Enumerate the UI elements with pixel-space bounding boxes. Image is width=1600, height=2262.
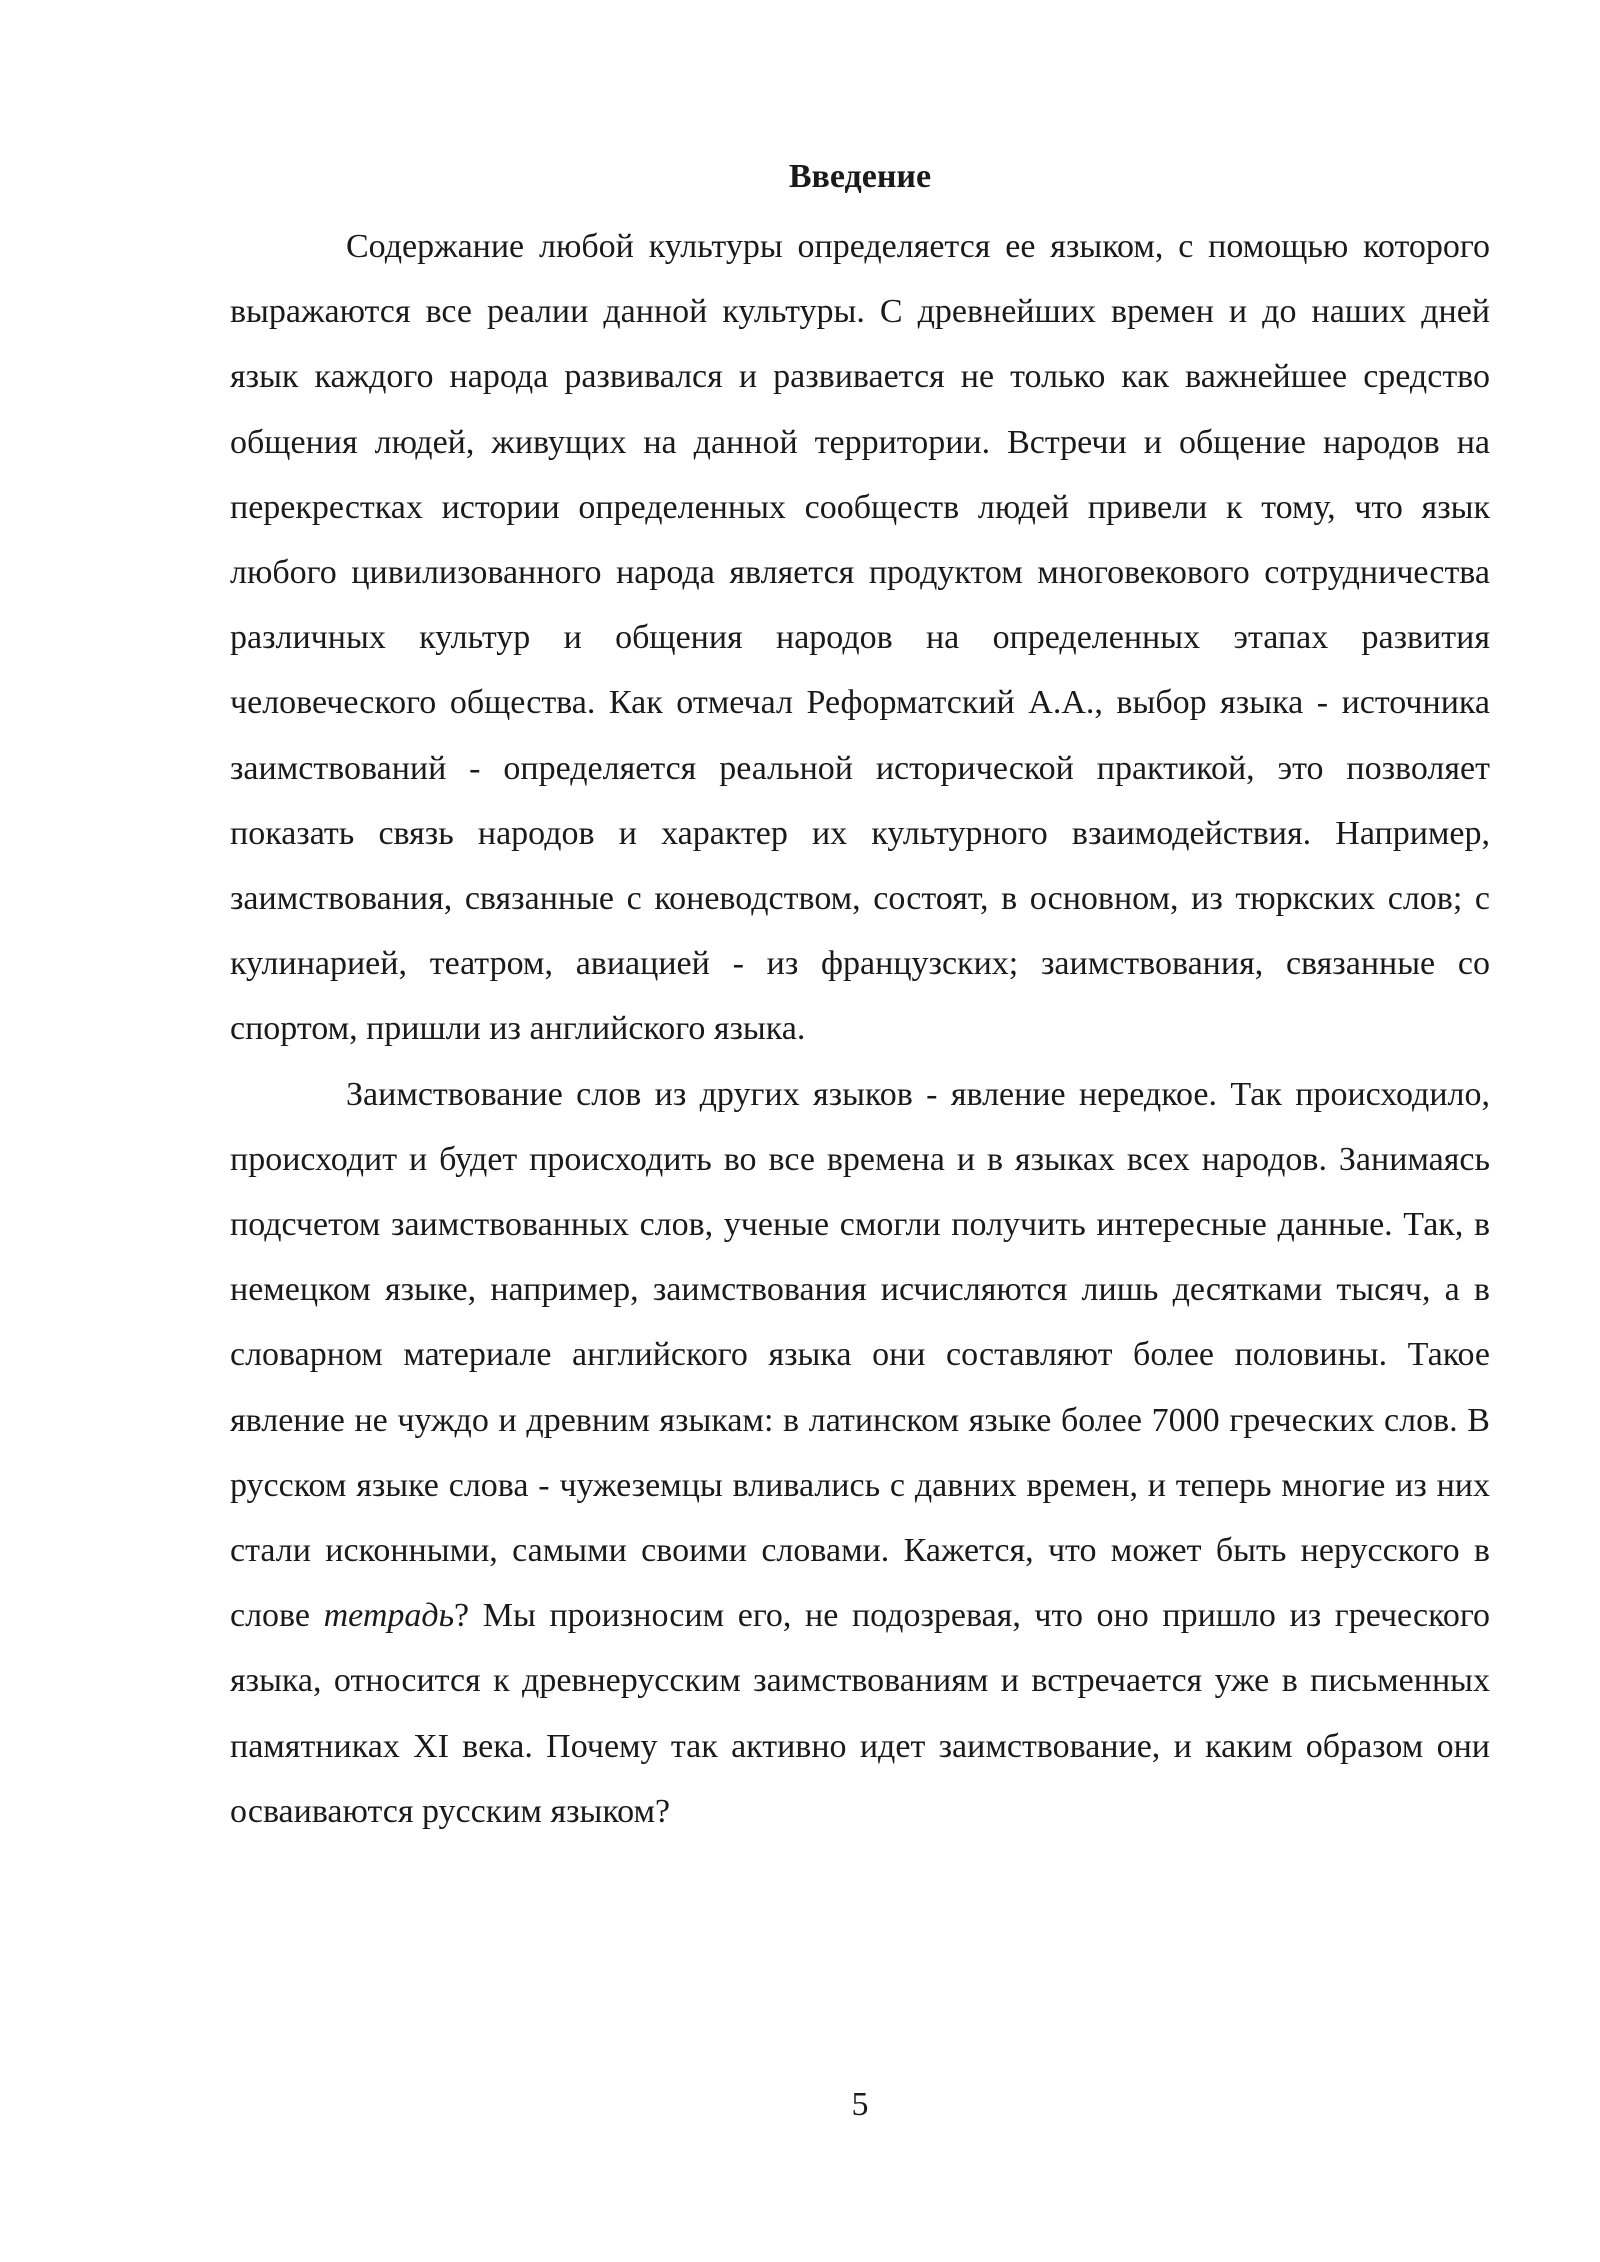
paragraph-2-text-start: Заимствование слов из других языков - явление нередкое. Так происходило, происходит и будет происходить во все времена и в языках всех народов. Занимаясь подсчетом заимствованных слов, ученые смогли получить интересные данные. Так, в немецком языке, например, заимствования исчисляются лишь десятками тысяч, а в словарном материале английского языка они составляют более половины. Такое явление не чуждо и древним языкам: в латинском языке более 7000 греческих слов. В русском языке слова - чужеземцы вливались с давних времен, и теперь многие из них стали исконными, самыми своими словами. Кажется, что может быть нерусского в слове bbox=[230, 1075, 1490, 1635]
page-content bbox=[230, 150, 1490, 1844]
italic-word: тетрадь bbox=[323, 1597, 455, 1635]
paragraph-2-text-end: ? Мы произносим его, не подозревая, что оно пришло из греческого языка, относится к древнерусским заимствованиям и встречается уже в письменных памятниках XI века. Почему так активно идет заимствование, и каким образом они осваиваются русским языком? bbox=[230, 1597, 1490, 1830]
page-number: 5 bbox=[851, 2086, 869, 2123]
paragraph-1: Содержание любой культуры определяется ее языком, с помощью которого выражаются все реалии данной культуры. С древнейших времен и до наших дней язык каждого народа развивался и развивается не только как важнейшее средство общения людей, живущих на данной территории. Встречи и общение народов на перекрестках истории определенных сообществ людей привели к тому, что язык любого цивилизованного народа является продуктом многовекового сотрудничества различных культур и общения народов на определенных этапах развития человеческого общества. Как отмечал Реформатский А.А., выбор языка - источника заимствований - определяется реальной исторической практикой, это позволяет показать связь народов и характер их культурного взаимодействия. Например, заимствования, связанные с коневодством, состоят, в основном, из тюркских слов; с кулинарией, театром, авиацией - из французских; заимствования, связанные со спортом, пришли из английского языка. bbox=[230, 228, 1490, 1048]
section-heading: Введение bbox=[788, 158, 932, 195]
paragraph-2 bbox=[230, 1062, 1490, 1844]
